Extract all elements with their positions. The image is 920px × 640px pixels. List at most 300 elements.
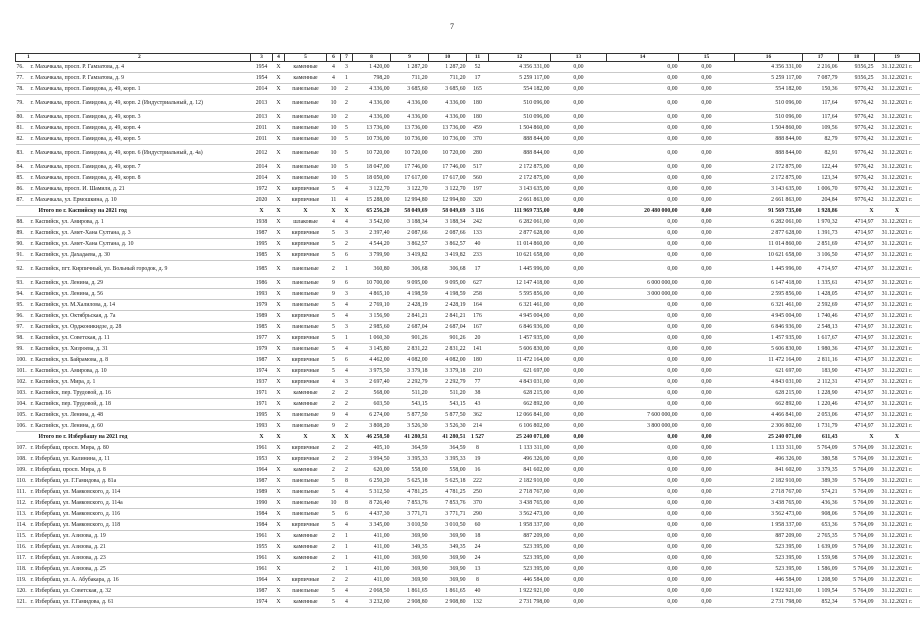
- cell-a1: 46 258,50: [353, 432, 391, 443]
- cell-c18: 9776,42: [839, 173, 875, 184]
- cell-a1: 4 336,00: [353, 112, 391, 123]
- cell-c15: 0,00: [679, 333, 735, 344]
- cell-a1: 4 544,20: [353, 239, 391, 250]
- cell-a3: 5 877,50: [429, 410, 467, 421]
- row-address: г. Каспийск, ул. Советская, д. 11: [30, 334, 110, 341]
- cell-a3: 3 526,30: [429, 421, 467, 432]
- cell-c15: 0,00: [679, 261, 735, 278]
- cell-mat: панельные: [285, 173, 327, 184]
- table-row: [16, 443, 920, 454]
- table-body: [16, 54, 920, 608]
- cell-res: 197: [467, 184, 489, 195]
- cell-c17: 653,36: [803, 520, 839, 531]
- cell-c17: 1 428,05: [803, 289, 839, 300]
- row-number: 82.: [16, 135, 24, 142]
- cell-c17: 2 592,69: [803, 300, 839, 311]
- cell-c18: 5 764,09: [839, 553, 875, 564]
- cell-c13: 0,00: [551, 300, 607, 311]
- header-cell: 11: [467, 54, 489, 62]
- cell-c19: 31.12.2021 г.: [875, 228, 920, 239]
- cell-c14: 0,00: [607, 145, 679, 162]
- cell-c13: 0,00: [551, 465, 607, 476]
- cell-c16: 4 945 004,00: [735, 311, 803, 322]
- cell-a2: 9 095,00: [391, 278, 429, 289]
- cell-res: 77: [467, 377, 489, 388]
- row-address: г. Каспийск, пер. Трудовой, д. 18: [30, 400, 111, 407]
- cell-c18: 9356,25: [839, 62, 875, 73]
- cell-fl: 5: [327, 586, 341, 597]
- cell-c16: 888 844,00: [735, 145, 803, 162]
- cell-year: 1961: [251, 553, 273, 564]
- cell-c16: 5 606 830,00: [735, 344, 803, 355]
- cell-year: 1955: [251, 542, 273, 553]
- cell-year: 2014: [251, 84, 273, 95]
- row-address: г. Махачкала, просп. Гамидова, д. 49, корп. 4: [30, 124, 141, 131]
- cell-x: X: [273, 553, 285, 564]
- cell-a3: 7 853,76: [429, 498, 467, 509]
- address-cell: [16, 355, 251, 366]
- cell-en: 8: [341, 498, 353, 509]
- cell-mat: кирпичные: [285, 520, 327, 531]
- cell-a1: 411,00: [353, 564, 391, 575]
- cell-c17: 1 731,79: [803, 421, 839, 432]
- cell-c16: 3 562 473,00: [735, 509, 803, 520]
- cell-a3: 2 428,19: [429, 300, 467, 311]
- cell-c19: 31.12.2021 г.: [875, 509, 920, 520]
- cell-c15: 0,00: [679, 206, 735, 217]
- cell-c12: 2 182 910,00: [489, 476, 551, 487]
- cell-c17: 2 765,35: [803, 531, 839, 542]
- row-address: г. Избербаш, ул. Азизова, д. 23: [30, 554, 106, 561]
- cell-a2: 3 122,70: [391, 184, 429, 195]
- cell-c12: 5 259 117,00: [489, 73, 551, 84]
- row-address: г. Махачкала, просп. Гамидова, д. 49, корп. 3: [30, 113, 141, 120]
- cell-mat: каменные: [285, 465, 327, 476]
- cell-c12: 6 846 936,00: [489, 322, 551, 333]
- cell-a1: 18 050,00: [353, 173, 391, 184]
- cell-en: 2: [341, 399, 353, 410]
- row-address: г. Каспийск, ул. Амирова, д. 10: [30, 367, 107, 374]
- cell-a3: 17 617,00: [429, 173, 467, 184]
- cell-a3: 2 087,66: [429, 228, 467, 239]
- row-address: г. Каспийск, ул. Ленина, д. 60: [30, 422, 103, 429]
- cell-fl: 2: [327, 564, 341, 575]
- cell-c19: 31.12.2021 г.: [875, 454, 920, 465]
- cell-en: 6: [341, 355, 353, 366]
- cell-c15: 0,00: [679, 278, 735, 289]
- cell-res: 141: [467, 344, 489, 355]
- row-number: 116.: [16, 543, 27, 550]
- cell-a1: 411,00: [353, 542, 391, 553]
- row-number: 110.: [16, 477, 27, 484]
- cell-res: 164: [467, 300, 489, 311]
- cell-c12: 2 661 863,00: [489, 195, 551, 206]
- table-row: [16, 454, 920, 465]
- cell-en: 4: [341, 586, 353, 597]
- cell-en: 6: [341, 509, 353, 520]
- cell-x: X: [273, 217, 285, 228]
- table-row: [16, 123, 920, 134]
- cell-en: 2: [341, 112, 353, 123]
- cell-mat: панельные: [285, 95, 327, 112]
- cell-c16: 887 209,00: [735, 531, 803, 542]
- cell-c19: 31.12.2021 г.: [875, 465, 920, 476]
- cell-c16: 3 143 635,00: [735, 184, 803, 195]
- cell-x: X: [273, 112, 285, 123]
- cell-c18: 5 764,09: [839, 509, 875, 520]
- address-cell: [16, 443, 251, 454]
- address-cell: [16, 542, 251, 553]
- header-cell: 4: [273, 54, 285, 62]
- cell-year: 1937: [251, 377, 273, 388]
- cell-c12: 3 143 635,00: [489, 184, 551, 195]
- cell-en: 4: [341, 366, 353, 377]
- cell-c19: 31.12.2021 г.: [875, 250, 920, 261]
- cell-res: 52: [467, 62, 489, 73]
- cell-c18: 5 764,09: [839, 443, 875, 454]
- row-number: 105.: [16, 411, 27, 418]
- row-number: 97.: [16, 323, 24, 330]
- cell-res: 3 116: [467, 206, 489, 217]
- cell-c18: 4714,97: [839, 217, 875, 228]
- cell-fl: 10: [327, 95, 341, 112]
- cell-fl: 9: [327, 289, 341, 300]
- cell-c15: 0,00: [679, 162, 735, 173]
- cell-a3: 369,90: [429, 564, 467, 575]
- cell-c18: 4714,97: [839, 366, 875, 377]
- cell-c16: 628 215,00: [735, 388, 803, 399]
- cell-a2: 1 861,65: [391, 586, 429, 597]
- cell-en: 2: [341, 95, 353, 112]
- cell-a1: 4 336,00: [353, 95, 391, 112]
- cell-a3: 369,90: [429, 531, 467, 542]
- cell-res: 60: [467, 520, 489, 531]
- cell-c16: 6 846 936,00: [735, 322, 803, 333]
- cell-fl: 2: [327, 575, 341, 586]
- cell-c19: 31.12.2021 г.: [875, 261, 920, 278]
- row-number: 100.: [16, 356, 27, 363]
- address-cell: [16, 228, 251, 239]
- cell-x: X: [273, 195, 285, 206]
- table-row: [16, 542, 920, 553]
- cell-c17: 3 379,35: [803, 465, 839, 476]
- cell-c14: 0,00: [607, 311, 679, 322]
- cell-c16: 4 356 331,00: [735, 62, 803, 73]
- header-cell: 17: [803, 54, 839, 62]
- cell-a1: 4 336,00: [353, 84, 391, 95]
- cell-c17: 852,34: [803, 597, 839, 608]
- cell-year: 1938: [251, 217, 273, 228]
- cell-c17: 150,36: [803, 84, 839, 95]
- cell-mat: панельные: [285, 421, 327, 432]
- cell-a1: 411,00: [353, 553, 391, 564]
- cell-c18: 4714,97: [839, 410, 875, 421]
- address-cell: [16, 476, 251, 487]
- cell-c15: 0,00: [679, 184, 735, 195]
- cell-c14: 0,00: [607, 195, 679, 206]
- cell-year: 1979: [251, 300, 273, 311]
- cell-res: 214: [467, 421, 489, 432]
- cell-c16: 10 621 658,00: [735, 250, 803, 261]
- table-row: [16, 344, 920, 355]
- row-number: 93.: [16, 279, 24, 286]
- cell-c18: 4714,97: [839, 333, 875, 344]
- cell-a1: 3 345,00: [353, 520, 391, 531]
- row-address: г. Избербаш, просп. Мира, д. 80: [30, 444, 109, 451]
- row-address: г. Каспийск, ул. Амирова, д. 1: [30, 218, 104, 225]
- table-row: [16, 476, 920, 487]
- cell-mat: панельные: [285, 278, 327, 289]
- cell-c16: 888 844,00: [735, 134, 803, 145]
- row-address: г. Махачкала, просп. Гамидова, д. 49, корп. 8: [30, 174, 141, 181]
- cell-x: X: [273, 73, 285, 84]
- row-address: г. Избербаш, ул. Маяковского, д. 114: [30, 488, 121, 495]
- cell-c16: 1 504 860,00: [735, 123, 803, 134]
- cell-mat: каменные: [285, 73, 327, 84]
- cell-c18: 4714,97: [839, 278, 875, 289]
- cell-year: 1987: [251, 228, 273, 239]
- row-number: 113.: [16, 510, 27, 517]
- cell-a3: 511,20: [429, 388, 467, 399]
- address-cell: [16, 289, 251, 300]
- row-number: 79.: [16, 99, 24, 106]
- address-cell: [16, 173, 251, 184]
- cell-mat: кирпичные: [285, 575, 327, 586]
- row-address: г. Каспийск, ул. Амет-Хана Султана, д. 10: [30, 240, 134, 247]
- cell-c14: 3 000 000,00: [607, 289, 679, 300]
- header-cell: 16: [735, 54, 803, 62]
- cell-a1: 405,10: [353, 443, 391, 454]
- cell-c18: 5 764,09: [839, 542, 875, 553]
- cell-res: 370: [467, 498, 489, 509]
- cell-a1: 2 769,10: [353, 300, 391, 311]
- cell-res: 17: [467, 73, 489, 84]
- cell-c19: 31.12.2021 г.: [875, 344, 920, 355]
- address-cell: [16, 399, 251, 410]
- cell-c19: X: [875, 206, 920, 217]
- cell-c12: 628 215,00: [489, 388, 551, 399]
- address-cell: [16, 261, 251, 278]
- header-cell: 13: [551, 54, 607, 62]
- cell-fl: 10: [327, 173, 341, 184]
- cell-mat: каменные: [285, 62, 327, 73]
- table-row: [16, 377, 920, 388]
- cell-a3: 711,20: [429, 73, 467, 84]
- cell-a2: 2 908,80: [391, 597, 429, 608]
- cell-c13: 0,00: [551, 366, 607, 377]
- address-cell: [16, 73, 251, 84]
- cell-fl: 2: [327, 531, 341, 542]
- row-address: г. Каспийск, ул. Ленина, д. 48: [30, 411, 103, 418]
- row-address: г. Каспийск, ул. Дахадаева, д. 30: [30, 251, 110, 258]
- cell-fl: 10: [327, 134, 341, 145]
- cell-a3: 12 994,80: [429, 195, 467, 206]
- cell-en: 1: [341, 333, 353, 344]
- cell-c17: 109,56: [803, 123, 839, 134]
- cell-a2: 558,00: [391, 465, 429, 476]
- cell-c19: 31.12.2021 г.: [875, 366, 920, 377]
- cell-res: 180: [467, 95, 489, 112]
- cell-a3: 901,26: [429, 333, 467, 344]
- cell-c18: 9776,42: [839, 84, 875, 95]
- cell-x: X: [273, 344, 285, 355]
- cell-c18: 9776,42: [839, 95, 875, 112]
- cell-c12: 11 472 164,00: [489, 355, 551, 366]
- cell-a3: 3 395,33: [429, 454, 467, 465]
- cell-c16: 2 661 863,00: [735, 195, 803, 206]
- cell-mat: панельные: [285, 498, 327, 509]
- cell-c12: 4 843 031,00: [489, 377, 551, 388]
- cell-c16: 5 259 117,00: [735, 73, 803, 84]
- cell-c18: 5 764,09: [839, 575, 875, 586]
- cell-year: X: [251, 206, 273, 217]
- cell-mat: X: [285, 206, 327, 217]
- cell-c12: 888 844,00: [489, 134, 551, 145]
- cell-c17: 1 208,90: [803, 575, 839, 586]
- row-number: 89.: [16, 229, 24, 236]
- cell-c18: 4714,97: [839, 311, 875, 322]
- cell-c17: 82,91: [803, 145, 839, 162]
- cell-mat: кирпичные: [285, 228, 327, 239]
- cell-c15: 0,00: [679, 465, 735, 476]
- cell-c16: 2 731 798,00: [735, 597, 803, 608]
- cell-c18: 9776,42: [839, 184, 875, 195]
- row-address: г. Каспийск, пер. Трудовой, д. 16: [30, 389, 111, 396]
- cell-c15: 0,00: [679, 95, 735, 112]
- cell-c14: 0,00: [607, 184, 679, 195]
- cell-en: 5: [341, 145, 353, 162]
- cell-a1: 1 420,00: [353, 62, 391, 73]
- cell-c13: 0,00: [551, 344, 607, 355]
- cell-a2: 17 746,00: [391, 162, 429, 173]
- cell-c18: X: [839, 432, 875, 443]
- address-cell: [16, 388, 251, 399]
- cell-year: 2013: [251, 112, 273, 123]
- row-address: г. Избербаш, ул. Маяковского, д. 118: [30, 521, 121, 528]
- cell-mat: кирпичные: [285, 250, 327, 261]
- cell-mat: кирпичные: [285, 443, 327, 454]
- row-number: 81.: [16, 124, 24, 131]
- cell-year: 1961: [251, 443, 273, 454]
- cell-fl: 10: [327, 84, 341, 95]
- row-number: 115.: [16, 532, 27, 539]
- cell-a3: 558,00: [429, 465, 467, 476]
- cell-a3: 5 625,18: [429, 476, 467, 487]
- cell-a3: 2 831,22: [429, 344, 467, 355]
- cell-c12: 662 892,00: [489, 399, 551, 410]
- cell-c17: 1 980,36: [803, 344, 839, 355]
- cell-a3: 3 379,18: [429, 366, 467, 377]
- cell-year: 1990: [251, 498, 273, 509]
- address-cell: [16, 206, 251, 217]
- cell-a2: 4 336,00: [391, 95, 429, 112]
- cell-a1: 3 145,80: [353, 344, 391, 355]
- table-row: [16, 498, 920, 509]
- cell-c16: 1 922 921,00: [735, 586, 803, 597]
- cell-c14: 0,00: [607, 250, 679, 261]
- cell-c16: 4 843 031,00: [735, 377, 803, 388]
- address-cell: [16, 520, 251, 531]
- cell-fl: 5: [327, 597, 341, 608]
- cell-c17: 2 053,06: [803, 410, 839, 421]
- cell-c17: 1 617,67: [803, 333, 839, 344]
- cell-x: X: [273, 388, 285, 399]
- cell-fl: 5: [327, 333, 341, 344]
- cell-c15: 0,00: [679, 311, 735, 322]
- cell-year: 1985: [251, 250, 273, 261]
- cell-fl: 2: [327, 388, 341, 399]
- cell-c15: 0,00: [679, 62, 735, 73]
- cell-c12: 12 066 841,00: [489, 410, 551, 421]
- page-number: 7: [450, 22, 454, 31]
- cell-c14: 0,00: [607, 575, 679, 586]
- cell-a1: 6 274,00: [353, 410, 391, 421]
- cell-c17: 2 811,16: [803, 355, 839, 366]
- cell-a1: 5 312,50: [353, 487, 391, 498]
- cell-c18: 5 764,09: [839, 487, 875, 498]
- cell-a1: 3 994,50: [353, 454, 391, 465]
- cell-x: X: [273, 564, 285, 575]
- cell-en: 4: [341, 410, 353, 421]
- cell-x: X: [273, 366, 285, 377]
- cell-fl: 2: [327, 465, 341, 476]
- cell-c14: 0,00: [607, 333, 679, 344]
- cell-c12: 6 321 461,00: [489, 300, 551, 311]
- cell-c18: 4714,97: [839, 289, 875, 300]
- cell-a2: 4 198,59: [391, 289, 429, 300]
- cell-c15: 0,00: [679, 377, 735, 388]
- cell-fl: 5: [327, 487, 341, 498]
- cell-a3: 17 746,00: [429, 162, 467, 173]
- cell-c19: 31.12.2021 г.: [875, 162, 920, 173]
- cell-c17: 204,84: [803, 195, 839, 206]
- cell-c16: 554 182,00: [735, 84, 803, 95]
- cell-c14: 0,00: [607, 520, 679, 531]
- address-cell: [16, 145, 251, 162]
- cell-a3: 10 720,00: [429, 145, 467, 162]
- cell-c14: 0,00: [607, 228, 679, 239]
- cell-c18: 5 764,09: [839, 531, 875, 542]
- cell-c19: 31.12.2021 г.: [875, 487, 920, 498]
- cell-c19: 31.12.2021 г.: [875, 173, 920, 184]
- cell-c13: 0,00: [551, 432, 607, 443]
- cell-year: 1984: [251, 509, 273, 520]
- cell-c12: 2 731 798,00: [489, 597, 551, 608]
- row-address: г. Махачкала, просп. Гамидова, д. 49, корп. 2 (Индустриальный, д. 12): [30, 99, 203, 106]
- table-row: [16, 355, 920, 366]
- cell-a1: 360,80: [353, 261, 391, 278]
- cell-fl: 2: [327, 542, 341, 553]
- cell-c14: 0,00: [607, 388, 679, 399]
- row-address: г. Каспийск, ул. Орджоникидзе, д. 28: [30, 323, 122, 330]
- cell-c16: 2 877 628,00: [735, 228, 803, 239]
- cell-a2: 10 720,00: [391, 145, 429, 162]
- cell-c12: 5 606 830,00: [489, 344, 551, 355]
- cell-en: 2: [341, 84, 353, 95]
- header-cell: 5: [285, 54, 327, 62]
- total-row: [16, 206, 920, 217]
- cell-c13: 0,00: [551, 95, 607, 112]
- cell-c16: 446 584,00: [735, 575, 803, 586]
- cell-c16: 6 147 418,00: [735, 278, 803, 289]
- cell-a2: 1 287,20: [391, 62, 429, 73]
- cell-fl: 2: [327, 454, 341, 465]
- cell-a1: 4 437,30: [353, 509, 391, 520]
- cell-c12: 523 395,00: [489, 564, 551, 575]
- cell-year: 2020: [251, 195, 273, 206]
- address-cell: [16, 410, 251, 421]
- cell-fl: 10: [327, 145, 341, 162]
